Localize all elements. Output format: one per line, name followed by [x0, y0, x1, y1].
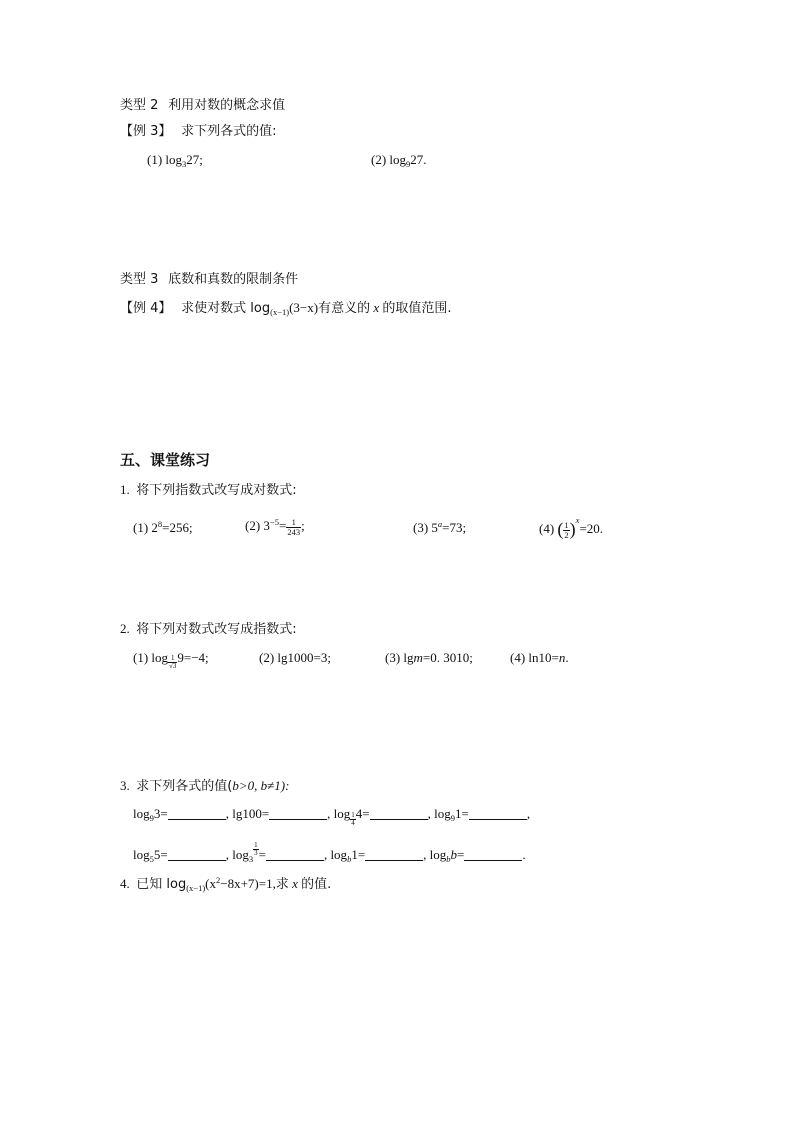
fraction-1-243: $\frac{1}{243}$: [287, 516, 301, 537]
answer-blank[interactable]: [269, 808, 327, 820]
answer-blank[interactable]: [464, 849, 522, 861]
problem1-item1: (1) $2^8=256$;: [133, 519, 193, 535]
answer-blank[interactable]: [365, 849, 423, 861]
example3-q2: (2) $\log_927$.: [371, 152, 427, 169]
example4-prompt: 【例 4】 求使对数式 $\log_{(x-1)}(3-x)$有意义的 x 的取值范围.: [120, 300, 452, 317]
problem2-item2: (2) lg1000=3;: [259, 650, 331, 665]
fraction-1-4: $\frac{1}{4}$: [351, 811, 355, 827]
problem2-text: 2. 将下列对数式改写成指数式:: [120, 621, 297, 637]
fraction-1-sqrt3: $\frac{1}{√3}$: [169, 654, 177, 670]
answer-blank[interactable]: [168, 808, 226, 820]
problem4-text: 4. 已知 $\log_{(x-1)}(x^2-8x+7)=1$,求 x 的值.: [120, 875, 332, 893]
problem3-row2: $\log_55=$ , $\log_3$ $\frac{1}{3}$ = , $\log_b1=$ , $\log_bb=$ .: [133, 841, 526, 864]
problem1-item4: (4) ( $\frac{1}{2}$ )$^x$=20.: [539, 515, 604, 540]
problem2-item3: (3) lgm=0. 3010;: [385, 650, 473, 665]
problem1-item3: (3) $5^a=73$;: [413, 519, 467, 535]
fraction-1-2: $\frac{1}{2}$: [564, 519, 569, 540]
section5-title: 五、课堂练习: [120, 451, 211, 469]
answer-blank[interactable]: [168, 849, 226, 861]
problem1-text: 1. 将下列指数式改写成对数式:: [120, 482, 297, 498]
problem3-row1: $\log_93=$ , lg100= , log $\frac{1}{4}$ 4= , $\log_91=$ ,: [133, 806, 531, 827]
type2-heading: 类型 2 利用对数的概念求值: [120, 98, 286, 113]
fraction-1-3-exponent: $\frac{1}{3}$: [254, 841, 258, 857]
answer-blank[interactable]: [370, 808, 428, 820]
example3-prompt: 【例 3】 求下列各式的值:: [120, 124, 277, 139]
problem2-item4: (4) ln10=n.: [510, 650, 569, 665]
problem1-item2: (2) $3^{-5}=$ $\frac{1}{243}$ ;: [245, 516, 305, 537]
problem2-item1: (1) log $\frac{1}{√3}$ 9=−4;: [133, 650, 209, 670]
example3-q1: (1) $\log_327$;: [147, 152, 203, 169]
type3-heading: 类型 3 底数和真数的限制条件: [120, 272, 299, 287]
answer-blank[interactable]: [469, 808, 527, 820]
problem3-text: 3. 求下列各式的值(b>0, b≠1):: [120, 778, 290, 794]
answer-blank[interactable]: [266, 849, 324, 861]
